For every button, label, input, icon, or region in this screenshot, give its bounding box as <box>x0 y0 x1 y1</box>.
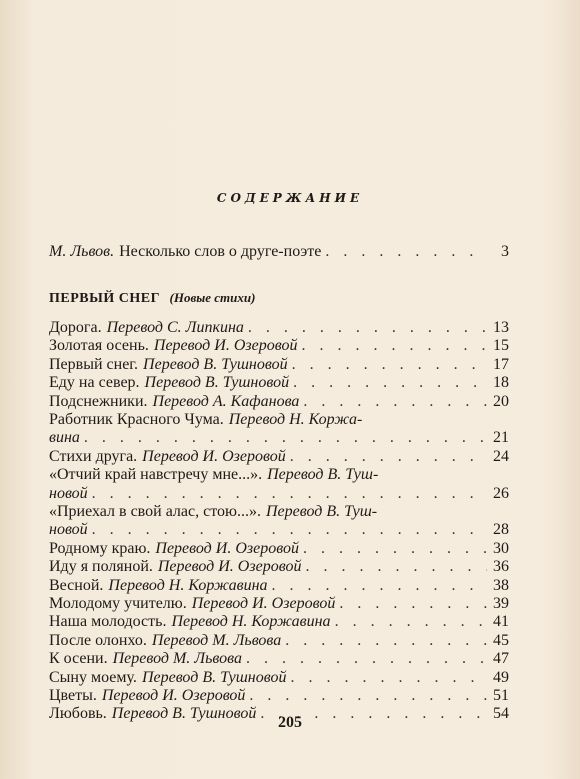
leader-dots <box>303 392 487 412</box>
contents-heading: СОДЕРЖАНИЕ <box>216 191 364 205</box>
leader-dots <box>305 557 487 577</box>
toc-entry <box>49 649 509 669</box>
leader-dots <box>249 686 487 706</box>
entry-title: К осени. <box>49 650 108 668</box>
entry-title: Сыну моему. <box>49 668 137 686</box>
entry-title: «Отчий край навстречу мне...». <box>49 466 263 484</box>
intro-title: Несколько слов о друге-поэте <box>119 243 322 260</box>
leader-dots <box>290 668 487 688</box>
toc-entry <box>49 355 509 375</box>
entry-translator: Перевод М. Львова <box>151 631 282 649</box>
leader-dots <box>248 318 487 338</box>
entry-translator: Перевод И. Озеровой <box>153 337 298 355</box>
entry-translator: Перевод А. Кафанова <box>152 392 300 410</box>
entry-page: 47 <box>493 650 509 668</box>
entry-page: 24 <box>493 447 509 465</box>
entry-translator: Перевод В. Тушновой <box>141 668 287 686</box>
entry-page: 41 <box>493 613 509 631</box>
intro-page: 3 <box>501 243 509 260</box>
toc-entry <box>49 520 509 540</box>
entry-title: Стихи друга. <box>49 447 138 465</box>
entry-title: Любовь. <box>49 705 107 723</box>
toc-entry <box>49 392 509 412</box>
entry-translator: новой <box>49 484 88 502</box>
entry-translator: Перевод В. Туш- <box>265 503 378 520</box>
entry-title: Молодому учителю. <box>49 595 187 612</box>
entry-title: «Приехал в свой алас, стою...». <box>49 503 261 520</box>
entry-translator: Перевод Н. Коржавина <box>108 576 268 594</box>
entry-title: Золотая осень. <box>49 337 149 355</box>
entry-title: Весной. <box>49 576 104 594</box>
toc-entry <box>49 428 509 448</box>
toc-entry <box>49 373 509 393</box>
entry-title: После олонхо. <box>49 631 147 649</box>
leader-dots <box>84 428 487 448</box>
entry-translator: Перевод И. Озеровой <box>101 687 246 704</box>
leader-dots <box>272 576 487 596</box>
entry-page: 36 <box>493 558 509 576</box>
entry-page: 28 <box>493 521 509 539</box>
entry-page: 49 <box>493 668 509 686</box>
entry-translator: вина <box>49 429 80 447</box>
entry-page <box>491 410 509 430</box>
entry-title: Работник Красного Чума. <box>49 411 224 428</box>
entry-page: 30 <box>493 539 509 557</box>
entry-translator: Перевод И. Озеровой <box>155 539 299 557</box>
intro-entry <box>49 242 509 262</box>
entry-page: 17 <box>493 355 509 373</box>
entry-translator: Перевод В. Тушновой <box>111 705 257 723</box>
toc-entry <box>49 612 509 632</box>
intro-author: М. Львов. <box>49 243 115 260</box>
entry-title: Наша молодость. <box>49 613 167 631</box>
entry-page <box>491 465 509 485</box>
entry-title: Иду я поляной. <box>49 558 153 576</box>
toc-entry <box>49 484 509 504</box>
leader-dots <box>246 649 487 669</box>
entry-translator: Перевод Н. Коржавина <box>171 613 331 631</box>
leader-dots <box>92 520 487 540</box>
leader-dots <box>339 594 487 614</box>
toc-entry <box>49 465 509 485</box>
entry-translator: Перевод И. Озеровой <box>191 595 336 612</box>
toc-entry <box>49 576 509 596</box>
entry-translator: новой <box>49 521 88 539</box>
leader-dots <box>325 242 487 262</box>
toc-entry <box>49 539 509 559</box>
leader-dots <box>303 539 487 559</box>
entry-title: Дорога. <box>49 319 102 336</box>
entry-page: 54 <box>493 705 509 723</box>
entry-translator: Перевод В. Тушновой <box>144 374 290 392</box>
toc-entry <box>49 447 509 467</box>
entry-page: 26 <box>493 484 509 502</box>
leader-dots <box>301 336 487 356</box>
entry-translator: Перевод В. Тушновой <box>143 355 288 373</box>
entry-title: Первый снег. <box>49 355 139 373</box>
entry-page: 13 <box>493 319 509 336</box>
toc-entry <box>49 502 509 522</box>
toc-entry <box>49 668 509 688</box>
entry-page: 51 <box>493 687 509 704</box>
entry-translator: Перевод С. Липкина <box>106 319 244 336</box>
section-heading <box>49 290 255 307</box>
entry-translator: Перевод И. Озеровой <box>142 447 286 465</box>
toc-entry <box>49 318 509 338</box>
entry-title: Подснежники. <box>49 392 148 410</box>
entry-translator: Перевод И. Озеровой <box>157 558 302 576</box>
section-title: ПЕРВЫЙ СНЕГ <box>49 291 160 306</box>
leader-dots <box>292 355 487 375</box>
entry-title: Цветы. <box>49 687 97 704</box>
entry-page: 45 <box>493 631 509 649</box>
leader-dots <box>335 612 487 632</box>
entry-page: 15 <box>493 337 509 355</box>
toc-entry <box>49 336 509 356</box>
leader-dots <box>290 447 487 467</box>
entry-page: 38 <box>493 576 509 594</box>
entry-translator: Перевод Н. Коржа- <box>228 411 363 428</box>
leader-dots <box>381 502 487 522</box>
entry-page: 18 <box>493 374 509 392</box>
entry-translator: Перевод М. Львова <box>112 650 242 668</box>
toc-entry <box>49 594 509 614</box>
entry-page: 21 <box>493 429 509 447</box>
leader-dots <box>293 373 487 393</box>
entry-page <box>491 502 509 522</box>
entry-page: 39 <box>493 595 509 612</box>
section-subtitle: (Новые стихи) <box>169 290 256 305</box>
page-number: 205 <box>278 714 302 731</box>
entry-page: 20 <box>493 392 509 410</box>
entry-title: Родному краю. <box>49 539 151 557</box>
toc-entry <box>49 686 509 706</box>
toc-entry <box>49 557 509 577</box>
leader-dots <box>285 631 487 651</box>
leader-dots <box>382 465 487 485</box>
entry-title: Еду на север. <box>49 374 140 392</box>
toc-entry <box>49 410 509 430</box>
leader-dots <box>366 410 487 430</box>
leader-dots <box>92 484 487 504</box>
entry-translator: Перевод В. Туш- <box>267 466 379 484</box>
toc-entry <box>49 631 509 651</box>
